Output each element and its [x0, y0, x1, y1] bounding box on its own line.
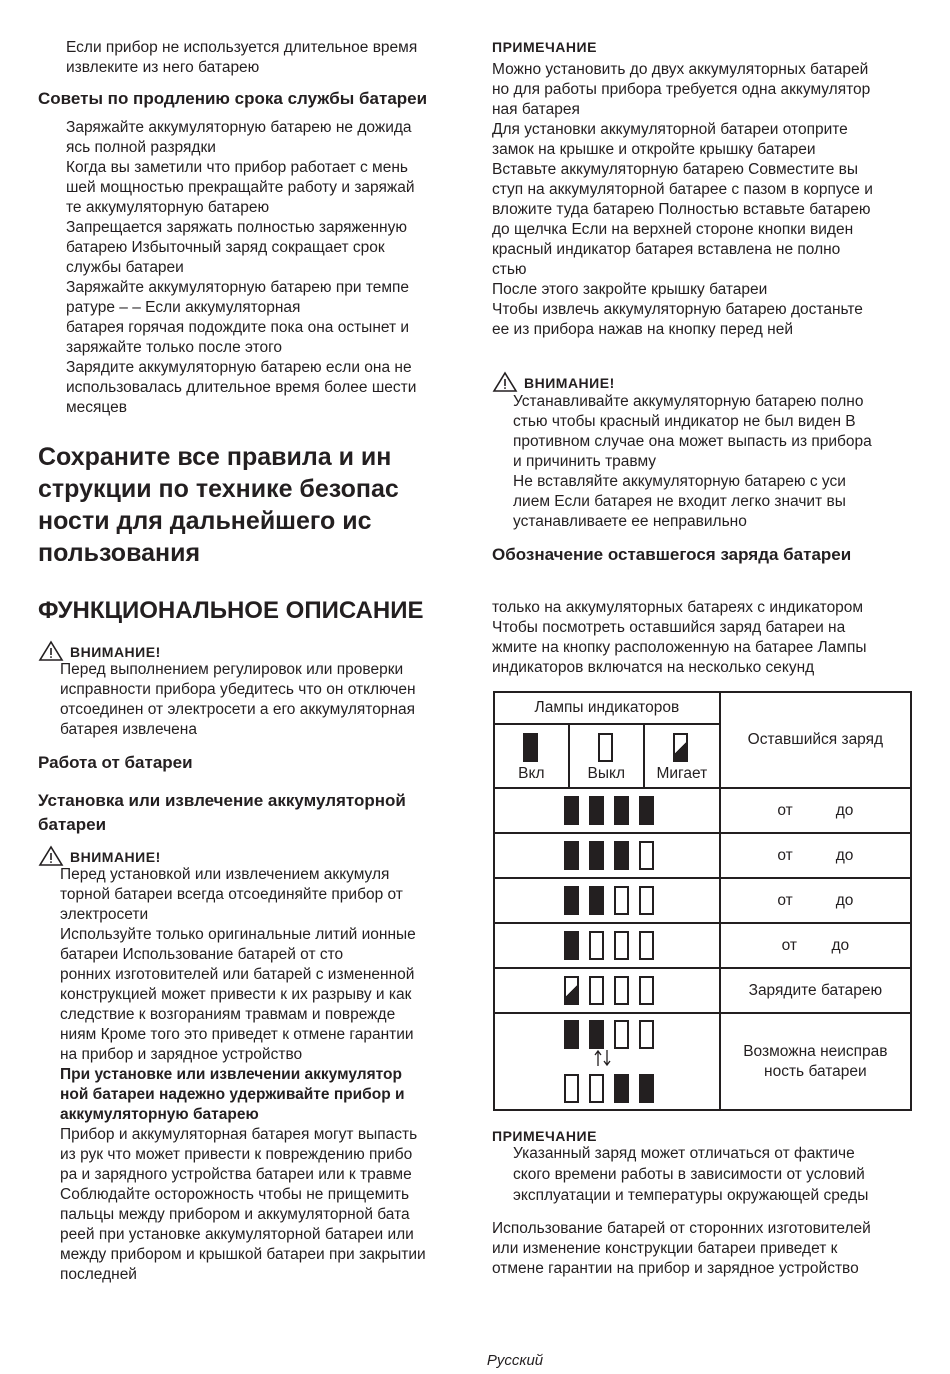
legend-blink [644, 724, 720, 788]
text-line: замок на крышке и откройте крышку батареи [492, 141, 816, 158]
lamp-on-icon [589, 841, 604, 870]
bold-warning-line: ной батареи надежно удерживайте прибор и [60, 1086, 405, 1103]
text-line: ского времени работы в зависимости от условий [513, 1166, 865, 1183]
text-line: те аккумуляторную батарею [66, 199, 270, 216]
text-line: использовалась длительное время более шести [66, 379, 417, 396]
bold-warning-line: При установке или извлечении аккумулятор [60, 1066, 402, 1083]
fault-lamps [494, 1013, 720, 1110]
tips-heading: Советы по продлению срока службы батареи [38, 89, 428, 108]
indicator-lamps [494, 923, 720, 968]
legend-label: Вкл [518, 765, 545, 782]
lamp-on-icon [589, 796, 604, 825]
indicator-lamps [494, 833, 720, 878]
text-line: последней [60, 1266, 137, 1283]
text-line: Вставьте аккумуляторную батарею Совместите вы [492, 161, 859, 178]
text-line: батарея горячая подождите пока она остынет и [66, 319, 410, 336]
text-line: ниям Кроме того это приведет к отмене гарантии [60, 1026, 414, 1043]
text-line: индикаторов включатся на несколько секунд [492, 659, 815, 676]
legend-on [494, 724, 569, 788]
lamp-off-icon [614, 886, 629, 915]
text-line: ступ на аккумуляторной батарее с пазом в корпусе и [492, 181, 873, 198]
text-line: ная батарея [492, 101, 580, 118]
lamp-off-icon [589, 976, 604, 1005]
lamp-off-icon [589, 1074, 604, 1103]
text-line: службы батареи [66, 259, 184, 276]
fault-text [720, 1013, 911, 1110]
text-line: противном случае она может выпасть из прибора [513, 433, 872, 450]
text-line: отмене гарантии на прибор и зарядное устройство [492, 1260, 859, 1277]
fault-row [494, 1013, 911, 1110]
note-label: ПРИМЕЧАНИЕ [492, 39, 597, 55]
lamp-off-icon [564, 1074, 579, 1103]
remaining-charge-value: от до [720, 788, 911, 833]
text-line: только на аккумуляторных батареях с индикатором [492, 599, 864, 616]
text-line: Не вставляйте аккумуляторную батарею с уси [513, 473, 846, 490]
text-line: Устанавливайте аккумуляторную батарею полно [513, 393, 864, 410]
text-line: Чтобы извлечь аккумуляторную батарею достаньте [492, 301, 863, 318]
text-line: Заряжайте аккумуляторную батарею не дожида [66, 119, 412, 136]
charge-indication-heading: Обозначение оставшегося заряда батареи [492, 545, 852, 564]
fault-text-line: ность батареи [764, 1062, 867, 1080]
lamp-on-icon [639, 796, 654, 825]
text-line: из рук что может привести к повреждению прибо [60, 1146, 413, 1163]
text-line: Для установки аккумуляторной батареи отоприте [492, 121, 848, 138]
lamp-on-icon [589, 1020, 604, 1049]
remaining-charge-value: Зарядите батарею [720, 968, 911, 1013]
lamp-off-icon [598, 733, 613, 762]
text-line: шей мощностью прекращайте работу и заряжай [66, 179, 415, 196]
text-line: лием Если батарея не входит легко значит вы [513, 493, 846, 510]
remaining-charge-value: от до [720, 923, 911, 968]
lamp-off-icon [614, 1020, 629, 1049]
legend-off [569, 724, 644, 788]
text-line: вложите туда батарею Полностью вставьте батарею [492, 201, 871, 218]
text-line: устанавливаете ее неправильно [513, 513, 747, 530]
alternating-arrows-icon [495, 1053, 719, 1071]
text-line: на прибор и зарядное устройство [60, 1046, 303, 1063]
install-heading: батареи [38, 815, 107, 834]
lamp-off-icon [639, 841, 654, 870]
language-footer: Русский [486, 1352, 544, 1369]
indicator-lamps [494, 968, 720, 1013]
lamp-on-icon [614, 841, 629, 870]
text-line: месяцев [66, 399, 127, 416]
text-line: ратуре – – Если аккумуляторная [66, 299, 301, 316]
text-line: стью чтобы красный индикатор не был виден В [513, 413, 856, 430]
text-line: батарея извлечена [60, 721, 197, 738]
text-line: эксплуатации и температуры окружающей среды [513, 1187, 869, 1204]
text-line: жмите на кнопку расположенную на батарее Лампы [492, 639, 867, 656]
battery-operation-heading: Работа от батареи [38, 753, 193, 772]
warning-label: ВНИМАНИЕ! [524, 375, 615, 391]
legend-label: Выкл [587, 765, 626, 782]
text-line: красный индикатор батарея вставлена не полно [492, 241, 841, 258]
text-line: батареи Использование батарей от сто [60, 946, 344, 963]
indicator-lamps [494, 788, 720, 833]
text-line: Заряжайте аккумуляторную батарею при темпе [66, 279, 410, 296]
text-line: Перед выполнением регулировок или проверки [60, 661, 404, 678]
indicator-row [494, 833, 911, 878]
lamp-off-icon [639, 886, 654, 915]
lamp-on-icon [564, 841, 579, 870]
lamp-off-icon [639, 1020, 654, 1049]
text-line: но для работы прибора требуется одна аккумулятор [492, 81, 871, 98]
text-line: между прибором и крышкой батареи при закрытии [60, 1246, 426, 1263]
text-line: Запрещается заряжать полностью заряженную [66, 219, 407, 236]
save-heading-line: струкции по технике безопас [38, 475, 399, 503]
indicator-row [494, 923, 911, 968]
lamp-off-icon [614, 931, 629, 960]
warning-label: ВНИМАНИЕ! [70, 849, 161, 865]
save-heading-line: ности для дальнейшего ис [38, 507, 372, 535]
install-heading: Установка или извлечение аккумуляторной [38, 791, 406, 810]
text-line: Указанный заряд может отличаться от фактиче [513, 1145, 855, 1162]
indicator-row [494, 968, 911, 1013]
note-label: ПРИМЕЧАНИЕ [492, 1128, 597, 1144]
functional-description-heading: ФУНКЦИОНАЛЬНОЕ ОПИСАНИЕ [38, 597, 424, 624]
text-line: Использование батарей от сторонних изготовителей [492, 1220, 871, 1237]
text-line: ясь полной разрядки [66, 139, 216, 156]
lamp-off-icon [639, 931, 654, 960]
text-line: Используйте только оригинальные литий ионные [60, 926, 416, 943]
fault-text-line: Возможна неисправ [743, 1042, 888, 1060]
text-line: конструкцией может привести к их разрыву и как [60, 986, 412, 1003]
lamp-on-icon [614, 1074, 629, 1103]
text-line: Прибор и аккумуляторная батарея могут выпасть [60, 1126, 418, 1143]
lamp-on-icon [614, 796, 629, 825]
text-line: ее из прибора нажав на кнопку перед ней [492, 321, 794, 338]
lamp-on-icon [564, 796, 579, 825]
battery-indicator-table [493, 691, 912, 1111]
legend-label: Мигает [656, 765, 708, 782]
text-line: Чтобы посмотреть оставшийся заряд батареи на [492, 619, 846, 636]
indicator-lamps [494, 878, 720, 923]
text-line: Зарядите аккумуляторную батарею если она не [66, 359, 412, 376]
text-line: ронних изготовителей или батарей с измененной [60, 966, 415, 983]
text-line: реей при установке аккумуляторной батареи или [60, 1226, 414, 1243]
lamp-on-icon [523, 733, 538, 762]
warning-icon [492, 371, 518, 393]
text-line: ра и зарядного устройства батареи или к травме [60, 1166, 412, 1183]
text-line: торной батареи всегда отсоединяйте прибор от [60, 886, 403, 903]
text-line: Когда вы заметили что прибор работает с мень [66, 159, 408, 176]
warning-icon [38, 640, 64, 662]
warning-icon [38, 845, 64, 867]
lamp-on-icon [564, 1020, 579, 1049]
indicator-row [494, 878, 911, 923]
save-heading-line: Сохраните все правила и ин [38, 443, 392, 471]
text-line: Можно установить до двух аккумуляторных батарей [492, 61, 869, 78]
lamp-off-icon [589, 931, 604, 960]
remaining-charge-header: Оставшийся заряд [720, 692, 911, 788]
text-line: и причинить травму [513, 453, 657, 470]
lamp-blink-icon [673, 733, 688, 762]
lamps-header: Лампы индикаторов [494, 692, 720, 724]
lamp-blink-icon [564, 976, 579, 1005]
warning-label: ВНИМАНИЕ! [70, 644, 161, 660]
text-line: следствие к возгораниям травмам и повреждe [60, 1006, 396, 1023]
text-line: стью [492, 261, 527, 278]
lamp-off-icon [614, 976, 629, 1005]
remaining-charge-value: от до [720, 878, 911, 923]
remaining-charge-value: от до [720, 833, 911, 878]
save-heading-line: пользования [38, 539, 201, 567]
bold-warning-line: аккумуляторную батарею [60, 1106, 259, 1123]
text-line: заряжайте только после этого [66, 339, 283, 356]
text-line: электросети [60, 906, 149, 923]
text-line: После этого закройте крышку батареи [492, 281, 768, 298]
text-line: Перед установкой или извлечением аккумуля [60, 866, 390, 883]
text-line: до щелчка Если на верхней стороне кнопки виден [492, 221, 854, 238]
text-line: или изменение конструкции батареи приведет к [492, 1240, 838, 1257]
text-line: Соблюдайте осторожность чтобы не прищемить [60, 1186, 410, 1203]
text-line: исправности прибора убедитесь что он отключен [60, 681, 416, 698]
intro-line: извлеките из него батарею [66, 59, 260, 76]
intro-line: Если прибор не используется длительное время [66, 39, 418, 56]
lamp-off-icon [639, 976, 654, 1005]
lamp-on-icon [564, 886, 579, 915]
lamp-on-icon [564, 931, 579, 960]
indicator-row [494, 788, 911, 833]
text-line: батарею Избыточный заряд сокращает срок [66, 239, 385, 256]
lamp-on-icon [639, 1074, 654, 1103]
lamp-on-icon [589, 886, 604, 915]
text-line: отсоединен от электросети а его аккумуляторная [60, 701, 416, 718]
text-line: пальцы между прибором и аккумуляторной бата [60, 1206, 410, 1223]
